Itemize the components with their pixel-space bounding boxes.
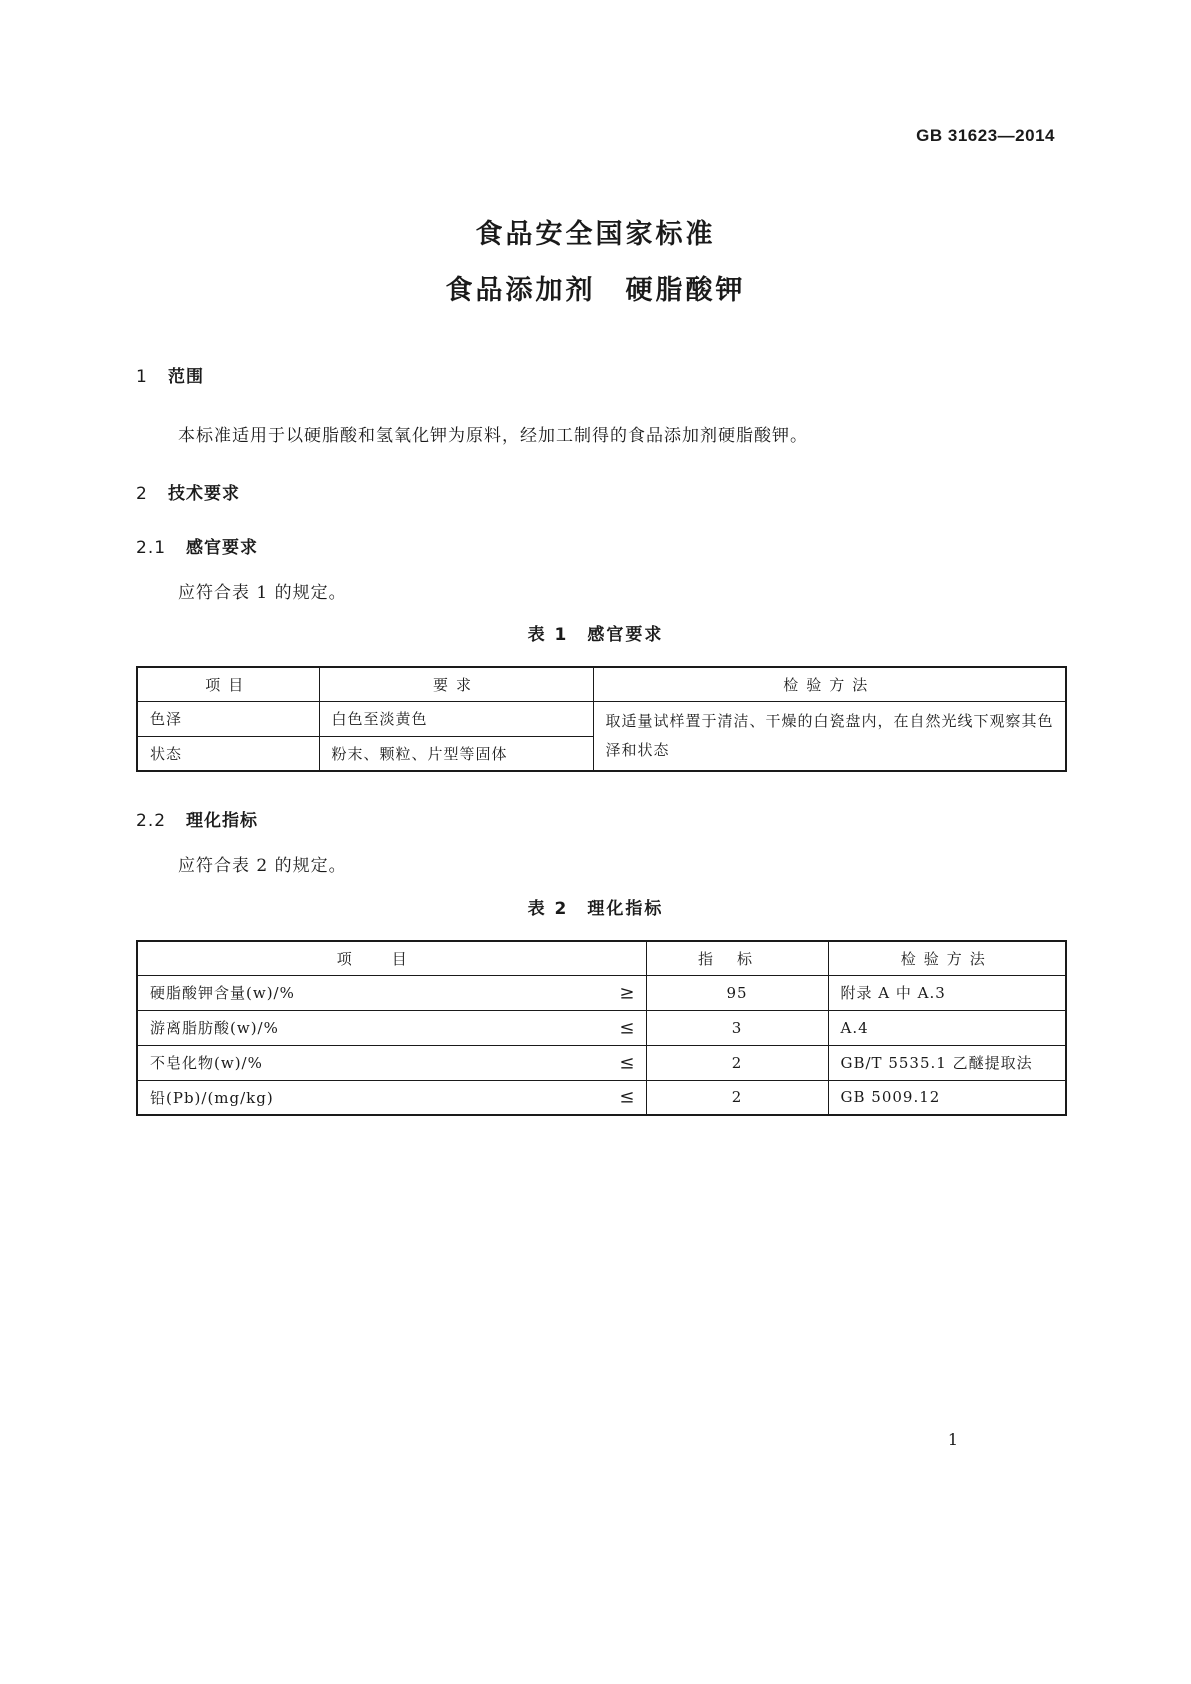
table-row	[137, 701, 1066, 736]
method-cell: GB/T 5535.1 乙醚提取法	[828, 1045, 1066, 1080]
table-row	[137, 1080, 1066, 1115]
table-row	[137, 1010, 1066, 1045]
section-1-heading	[136, 362, 204, 387]
column-header: 检验方法	[593, 667, 1066, 701]
item-label: 硬脂酸钾含量(w)/%	[150, 984, 295, 1002]
section-title: 技术要求	[168, 484, 240, 504]
value-cell: 95	[646, 975, 828, 1010]
comparison-symbol: ≤	[619, 1017, 636, 1038]
document-subtitle: 食品添加剂 硬脂酸钾	[445, 275, 746, 306]
column-header: 项目	[137, 667, 319, 701]
table-header-row	[137, 941, 1066, 975]
value-cell: 2	[646, 1080, 828, 1115]
section-2-heading	[136, 479, 240, 504]
method-cell: 取适量试样置于清洁、干燥的白瓷盘内，在自然光线下观察其色泽和状态	[593, 701, 1066, 771]
table-row	[137, 1045, 1066, 1080]
item-cell	[137, 1045, 646, 1080]
section-number: 2.2	[136, 811, 167, 831]
section-number: 2.1	[136, 538, 167, 558]
document-title: 食品安全国家标准	[475, 219, 716, 250]
item-label: 不皂化物(w)/%	[150, 1054, 263, 1072]
column-header: 要求	[319, 667, 593, 701]
section-1-text: 本标准适用于以硬脂酸和氢氧化钾为原料，经加工制得的食品添加剂硬脂酸钾。	[178, 426, 808, 446]
table-2	[136, 940, 1067, 1116]
table-1	[136, 666, 1067, 772]
column-header: 检验方法	[828, 941, 1066, 975]
table-2-caption: 表 2 理化指标	[527, 899, 664, 919]
section-title: 理化指标	[186, 811, 258, 831]
item-cell	[137, 975, 646, 1010]
standard-code: GB 31623—2014	[916, 126, 1055, 145]
method-cell: GB 5009.12	[828, 1080, 1066, 1115]
section-2-2-heading	[136, 806, 258, 831]
section-2-1-heading	[136, 533, 258, 558]
section-2-1-text: 应符合表 1 的规定。	[178, 583, 347, 603]
value-cell: 2	[646, 1045, 828, 1080]
method-cell: A.4	[828, 1010, 1066, 1045]
comparison-symbol: ≥	[619, 982, 636, 1003]
value-cell: 3	[646, 1010, 828, 1045]
section-title: 范围	[168, 367, 204, 387]
item-cell	[137, 1010, 646, 1045]
method-cell: 附录 A 中 A.3	[828, 975, 1066, 1010]
item-label: 游离脂肪酸(w)/%	[150, 1019, 279, 1037]
requirement-cell: 白色至淡黄色	[319, 701, 593, 736]
section-number: 1	[136, 367, 148, 387]
table-header-row	[137, 667, 1066, 701]
comparison-symbol: ≤	[619, 1052, 636, 1073]
requirement-cell: 粉末、颗粒、片型等固体	[319, 736, 593, 771]
item-cell	[137, 1080, 646, 1115]
comparison-symbol: ≤	[619, 1086, 636, 1108]
section-number: 2	[136, 484, 148, 504]
item-cell: 色泽	[137, 701, 319, 736]
page-number: 1	[947, 1430, 958, 1449]
column-header: 指标	[646, 941, 828, 975]
section-title: 感官要求	[186, 538, 258, 558]
column-header: 项目	[137, 941, 646, 975]
table-row	[137, 975, 1066, 1010]
table-1-caption: 表 1 感官要求	[527, 625, 664, 645]
section-2-2-text: 应符合表 2 的规定。	[178, 856, 347, 876]
item-cell: 状态	[137, 736, 319, 771]
item-label: 铅(Pb)/(mg/kg)	[150, 1088, 274, 1107]
